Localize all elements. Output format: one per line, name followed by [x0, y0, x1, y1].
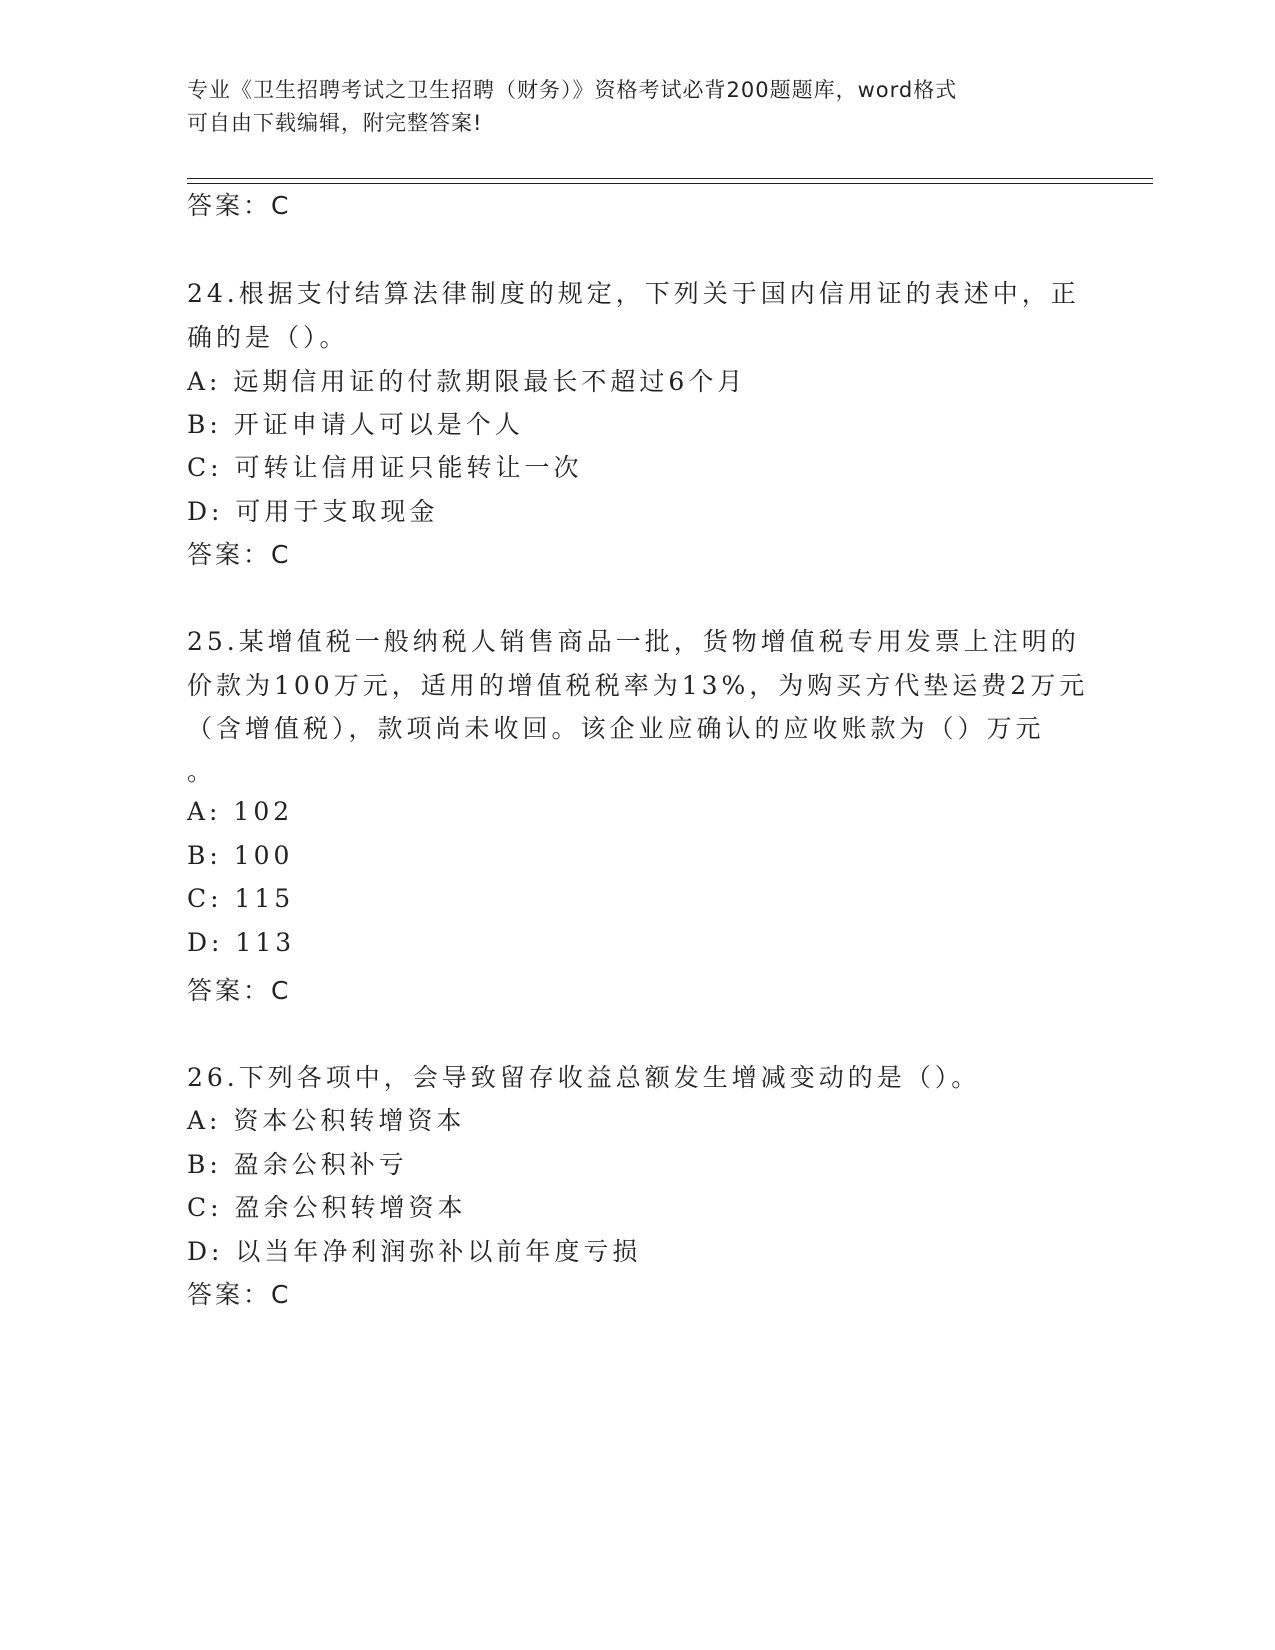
question-26-option-b: B: 盈余公积补亏: [187, 1150, 408, 1179]
question-26-option-a: A: 资本公积转增资本: [187, 1106, 466, 1135]
question-25-stem-line-3: （含增值税），款项尚未收回。该企业应确认的应收账款为（）万元: [187, 714, 1045, 743]
question-26-answer: 答案：C: [187, 1280, 292, 1309]
question-24-answer: 答案：C: [187, 540, 292, 569]
question-25-option-a: A: 102: [187, 797, 294, 826]
question-25-stem-line-4: 。: [187, 757, 217, 786]
question-26-stem-line-1: 26.下列各项中，会导致留存收益总额发生增减变动的是（）。: [187, 1063, 981, 1092]
header-line-1: 专业《卫生招聘考试之卫生招聘（财务）》资格考试必背200题题库，word格式: [187, 78, 958, 102]
question-25-option-b: B: 100: [187, 841, 294, 870]
answer-prev-question: 答案：C: [187, 191, 292, 220]
question-24-stem-line-2: 确的是（）。: [187, 323, 349, 352]
question-25-option-c: C: 115: [187, 884, 295, 913]
question-25-option-d: D: 113: [187, 928, 296, 957]
question-24-option-d: D: 可用于支取现金: [187, 497, 439, 526]
question-25-stem-line-2: 价款为100万元，适用的增值税税率为13%，为购买方代垫运费2万元: [187, 671, 1089, 700]
document-header: [187, 74, 1067, 140]
question-26-option-c: C: 盈余公积转增资本: [187, 1193, 467, 1222]
question-25-stem-line-1: 25.某增值税一般纳税人销售商品一批，货物增值税专用发票上注明的: [187, 627, 1080, 656]
question-25-answer: 答案：C: [187, 976, 292, 1005]
question-24-option-b: B: 开证申请人可以是个人: [187, 410, 524, 439]
question-24-option-a: A: 远期信用证的付款期限最长不超过6个月: [187, 367, 747, 396]
header-divider-top: [187, 178, 1153, 179]
header-line-2: 可自由下载编辑，附完整答案!: [187, 111, 483, 135]
question-24-option-c: C: 可转让信用证只能转让一次: [187, 453, 583, 482]
header-divider-bottom: [187, 183, 1153, 184]
question-26-option-d: D: 以当年净利润弥补以前年度亏损: [187, 1237, 642, 1266]
question-24-stem-line-1: 24.根据支付结算法律制度的规定，下列关于国内信用证的表述中，正: [187, 279, 1080, 308]
